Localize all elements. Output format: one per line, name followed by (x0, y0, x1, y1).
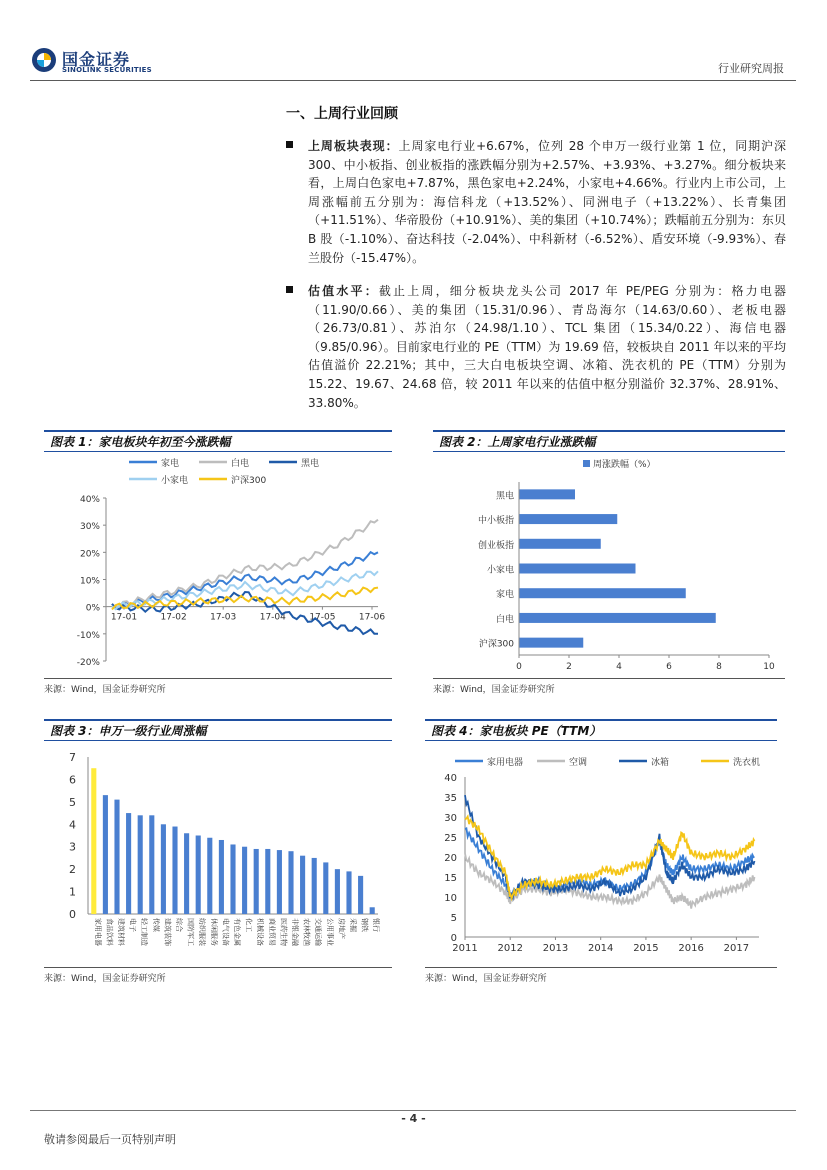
y-tick-label: 30 (444, 813, 457, 824)
legend-label: 沪深300 (231, 476, 267, 486)
figure-3-title: 图表 3：申万一级行业周涨幅 (44, 719, 392, 741)
bar (207, 838, 212, 914)
y-tick-label: 1 (69, 885, 76, 899)
y-tick-label: 30% (79, 522, 100, 533)
x-tick-label: 17-04 (259, 612, 286, 623)
y-tick-label: 3 (69, 840, 76, 854)
y-tick-label: 0 (450, 933, 457, 944)
category-label: 交通运输 (314, 918, 323, 946)
category-label: 机械设备 (256, 918, 265, 946)
category-label: 黑电 (495, 491, 514, 502)
bar (114, 800, 119, 914)
section-title: 一、上周行业回顾 (286, 106, 398, 122)
bar (519, 489, 575, 499)
category-label: 房地产 (337, 918, 346, 939)
x-tick-label: 2013 (542, 943, 569, 954)
category-label: 纺织服装 (198, 918, 207, 946)
y-tick-label: 6 (69, 773, 76, 787)
bar (254, 849, 259, 914)
header-divider (30, 80, 796, 81)
bar (300, 856, 305, 914)
category-label: 有色金属 (233, 918, 241, 946)
x-tick-label: 17-01 (110, 612, 138, 623)
category-label: 化工 (244, 918, 253, 932)
bullet-icon (286, 141, 293, 148)
x-tick-label: 17-06 (358, 612, 386, 623)
bar (519, 638, 583, 648)
category-label: 电气设备 (221, 918, 230, 946)
category-label: 传媒 (151, 918, 160, 932)
category-label: 沪深300 (478, 639, 514, 650)
x-tick-label: 17-05 (309, 612, 336, 623)
category-label: 医药生物 (279, 918, 288, 946)
x-tick-label: 6 (666, 662, 672, 672)
y-tick-label: 2 (69, 863, 76, 877)
bar (126, 813, 131, 914)
legend-label: 白电 (231, 459, 250, 469)
x-tick-label: 2012 (497, 943, 523, 954)
category-label: 轻工制造 (140, 918, 149, 946)
legend-label: 周涨跌幅（%） (593, 460, 656, 470)
category-label: 食品饮料 (105, 918, 114, 946)
paragraph-valuation (286, 282, 786, 412)
category-label: 综合 (175, 918, 183, 932)
report-type-label: 行业研究周报 (718, 62, 784, 75)
y-tick-label: 40% (79, 495, 100, 505)
category-label: 国防军工 (186, 918, 195, 946)
y-tick-label: 5 (450, 913, 457, 924)
bar (265, 849, 270, 914)
bar (242, 847, 247, 914)
figure-2-bar-chart (433, 452, 785, 678)
footer-divider (30, 1110, 796, 1111)
x-tick-label: 2011 (452, 943, 478, 954)
category-label: 公用事业 (325, 918, 334, 946)
x-tick-label: 10 (763, 662, 775, 672)
figure-2-source: 来源：Wind，国金证券研究所 (433, 678, 785, 695)
category-label: 创业板指 (477, 540, 514, 551)
x-tick-label: 17-02 (160, 612, 187, 623)
logo-english-name: SINOLINK SECURITIES (62, 66, 152, 74)
bar (519, 539, 601, 549)
bar (91, 768, 96, 914)
y-tick-label: 20 (444, 853, 457, 864)
paragraph-body: 截止上周，细分板块龙头公司 2017 年 PE/PEG 分别为：格力电器（11.90/0.66）、美的集团（15.31/0.96）、青岛海尔（14.63/0.60）、老板电器（26.73/0.81）、苏泊尔（24.98/1.10）、TCL 集团（15.34/0.22）、海信电器（9.85/0.96）。目前家电行业的 PE（TTM）为 19.69 倍，较板块自 2011 年以来的平均估值溢价 22.21%；其中，三大白电板块空调、冰箱、洗衣机的 PE（TTM）分别为 15.22、19.67、24.68 倍，较 2011 年以来的估值中枢分别溢价 32.37%、28.91%、33.80%。 (308, 284, 786, 410)
bar (196, 836, 201, 915)
y-tick-label: 35 (444, 793, 457, 804)
legend-label: 家电 (161, 459, 180, 469)
figure-3-bar-chart (44, 741, 392, 967)
legend-label: 空调 (569, 758, 588, 768)
paragraph-sector-performance (286, 137, 786, 267)
company-logo-icon (31, 47, 57, 73)
bar (230, 844, 235, 914)
x-tick-label: 0 (516, 662, 522, 672)
paragraph-heading: 估值水平： (308, 284, 379, 298)
bar (358, 876, 363, 914)
figure-4-source: 来源：Wind，国金证券研究所 (425, 967, 777, 984)
bar (323, 862, 328, 914)
bar (219, 840, 224, 914)
x-tick-label: 2 (566, 662, 572, 672)
x-tick-label: 2014 (587, 943, 614, 954)
x-tick-label: 8 (716, 662, 722, 672)
bar (149, 815, 154, 914)
bullet-icon (286, 286, 293, 293)
category-label: 中小板指 (477, 516, 514, 527)
category-label: 银行 (372, 918, 381, 932)
y-tick-label: 0 (69, 908, 76, 921)
figure-1-source: 来源：Wind，国金证券研究所 (44, 678, 392, 695)
bar (103, 795, 108, 914)
category-label: 小家电 (486, 565, 514, 576)
y-tick-label: 10% (79, 576, 100, 587)
x-tick-label: 2016 (678, 943, 704, 954)
bar (519, 564, 636, 574)
y-tick-label: 25 (444, 833, 457, 844)
x-tick-label: 4 (616, 662, 622, 672)
y-tick-label: 4 (69, 818, 76, 832)
category-label: 电子 (128, 918, 137, 932)
x-tick-label: 2017 (723, 943, 750, 954)
category-label: 商业贸易 (267, 918, 276, 946)
category-label: 建筑装饰 (163, 918, 172, 946)
y-tick-label: 20% (79, 549, 100, 560)
bar (335, 869, 340, 914)
category-label: 建筑材料 (117, 918, 125, 946)
bar (346, 871, 351, 914)
figure-3-source: 来源：Wind，国金证券研究所 (44, 967, 392, 984)
y-tick-label: 5 (69, 795, 76, 809)
legend-label: 黑电 (301, 459, 320, 469)
legend-label: 小家电 (161, 476, 189, 486)
page-number: - 4 - (401, 1112, 426, 1125)
figure-1-line-chart (44, 452, 392, 678)
y-tick-label: 7 (69, 751, 76, 764)
y-tick-label: 0% (85, 603, 100, 614)
category-label: 家电 (495, 590, 514, 601)
x-tick-label: 2015 (633, 943, 659, 954)
legend-label: 洗衣机 (733, 758, 761, 768)
y-tick-label: 10 (444, 893, 457, 904)
bar (370, 907, 375, 914)
category-label: 钢铁 (360, 918, 369, 932)
category-label: 白电 (495, 614, 514, 625)
category-label: 休闲服务 (209, 918, 218, 946)
bar (138, 815, 143, 914)
category-label: 农林牧渔 (302, 918, 311, 946)
bar (277, 850, 282, 914)
legend-label: 冰箱 (651, 758, 670, 768)
figure-1-title: 图表 1：家电板块年初至今涨跌幅 (44, 430, 392, 452)
category-label: 非银金融 (291, 918, 299, 946)
bar (519, 514, 617, 524)
bar (312, 858, 317, 914)
bar (184, 833, 189, 914)
bar (161, 824, 166, 914)
paragraph-heading: 上周板块表现： (308, 139, 399, 153)
y-tick-label: 40 (444, 773, 457, 784)
bar (288, 851, 293, 914)
figure-2-title: 图表 2：上周家电行业涨跌幅 (433, 430, 785, 452)
logo-chinese-name: 国金证券 (62, 50, 131, 69)
paragraph-body: 上周家电行业+6.67%，位列 28 个申万一级行业第 1 位，同期沪深 300、中小板指、创业板指的涨跌幅分别为+2.57%、+3.93%、+3.27%。细分板块来看，上周白色家电+7.87%，黑色家电+2.24%，小家电+4.66%。行业内上市公司，上周涨幅前五分别为：海信科龙（+13.52%）、同洲电子（+13.22%）、长青集团（+11.51%）、华帝股份（+10.91%）、美的集团（+10.74%）；跌幅前五分别为：东贝 B 股（-1.10%）、奋达科技（-2.04%）、中科新材（-6.52%）、盾安环境（-9.93%）、春兰股份（-15.47%）。 (308, 139, 786, 265)
bar (172, 827, 177, 914)
disclaimer-text: 敬请参阅最后一页特别声明 (44, 1133, 176, 1146)
legend-swatch (583, 460, 590, 467)
bar (519, 613, 716, 623)
figure-4-title: 图表 4：家电板块 PE（TTM） (425, 719, 777, 741)
y-tick-label: -20% (76, 658, 100, 668)
y-tick-label: 15 (444, 873, 457, 884)
figure-4-line-chart (425, 741, 777, 967)
bar (519, 588, 686, 598)
y-tick-label: -10% (76, 630, 100, 641)
x-tick-label: 17-03 (210, 612, 237, 623)
legend-label: 家用电器 (487, 758, 524, 768)
category-label: 采掘 (349, 918, 357, 932)
category-label: 家用电器 (93, 918, 102, 946)
